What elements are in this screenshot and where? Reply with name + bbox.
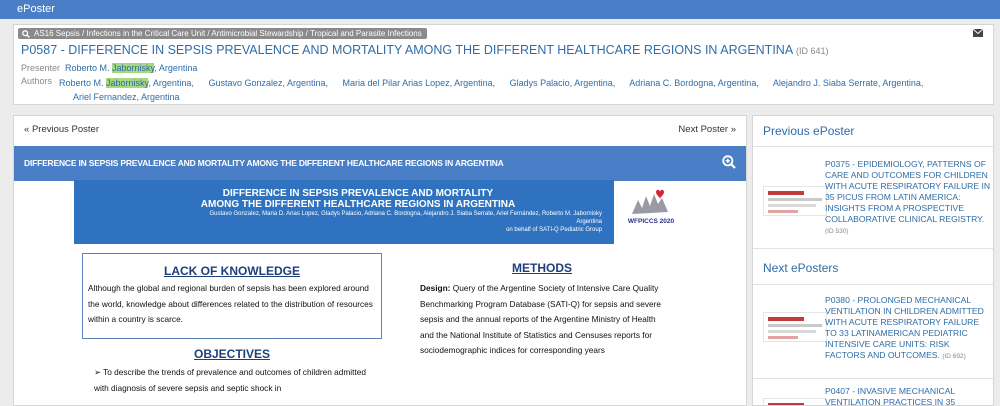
design-label: Design: xyxy=(420,283,451,293)
divider xyxy=(753,248,994,249)
divider xyxy=(753,284,994,285)
next-eposter-id: (ID 692) xyxy=(942,353,966,360)
methods-heading: METHODS xyxy=(512,261,572,275)
presenter-link[interactable] xyxy=(65,63,197,73)
author-first: Roberto M. xyxy=(59,78,107,88)
divider xyxy=(753,146,994,147)
author-link[interactable]: Adriana C. Bordogna, Argentina, xyxy=(629,78,759,88)
banner-title: DIFFERENCE IN SEPSIS PREVALENCE AND MORTALITY AMONG THE DIFFERENT HEALTHCARE REGIONS IN ARGENTINA xyxy=(24,158,504,168)
next-poster-label: Next Poster xyxy=(678,124,729,135)
next-eposter-title-text: P0407 - INVASIVE MECHANICAL VENTILATION PRACTICES IN 35 xyxy=(825,386,956,406)
authors-label: Authors xyxy=(21,76,53,86)
poster-heading-line2: AMONG THE DIFFERENT HEALTHCARE REGIONS IN ARGENTINA xyxy=(200,199,516,210)
divider xyxy=(753,378,994,379)
poster-title-text: P0587 - DIFFERENCE IN SEPSIS PREVALENCE AND MORTALITY AMONG THE DIFFERENT HEALTHCARE REGIONS IN ARGENTINA xyxy=(21,43,793,57)
poster-heading-line1: DIFFERENCE IN SEPSIS PREVALENCE AND MORTALITY xyxy=(222,188,494,199)
next-eposters-heading: Next ePosters xyxy=(763,261,839,275)
poster-authors: Gustavo Gonzalez, Maria D. Arias Lopez, Gladys Palacio, Adriana C. Bordogna, Alejandro J. Siaba Serrate, Ariel Fernández, Roberto M. Jabornisky xyxy=(209,211,602,217)
magnifier-icon xyxy=(22,30,30,38)
poster-thumbnail[interactable] xyxy=(763,312,827,342)
related-posters-sidebar xyxy=(752,115,994,406)
presenter-highlight: Jabornisky xyxy=(112,63,155,73)
author-rest: , Argentina, xyxy=(148,78,194,88)
design-text: Query of the Argentine Society of Intensive Care Quality Benchmarking Program Database (SATI-Q) for sepsis and severe sepsis and the annual reports of the Argentine Ministry of Health and the National Institute of Statistics and Censuses reports for sociodemographic indices for corresponding years xyxy=(420,283,662,355)
authors-list xyxy=(59,76,939,104)
double-chevron-left-icon: « xyxy=(24,124,30,135)
next-eposter-title-text: P0380 - PROLONGED MECHANICAL VENTILATION IN CHILDREN ADMITTED WITH ACUTE RESPIRATORY FAILURE TO 33 LATINAMERICAN PEDIATRIC INTENSIVE CARE UNITS: RISK FACTORS AND OUTCOMES. xyxy=(825,295,984,360)
app-title: ePoster xyxy=(17,3,55,15)
author-link[interactable]: Gladys Palacio, Argentina, xyxy=(509,78,616,88)
author-highlight: Jabornisky xyxy=(106,78,149,88)
envelope-icon[interactable] xyxy=(973,29,983,37)
category-label: AS16 Sepsis / Infections in the Critical Care Unit / Antimicrobial Stewardship / Tropical and Parasite Infections xyxy=(34,29,422,38)
poster-country: Argentina xyxy=(576,219,602,225)
objectives-text: ➢ To describe the trends of prevalence and outcomes of children admitted with diagnosis of severe sepsis and septic shock in xyxy=(94,367,366,393)
presenter-label: Presenter xyxy=(21,63,61,73)
previous-eposter-heading: Previous ePoster xyxy=(763,124,855,138)
objectives-heading: OBJECTIVES xyxy=(193,347,271,361)
presenter-first: Roberto M. xyxy=(65,63,113,73)
poster-title xyxy=(21,43,828,57)
poster-behalf: on behalf of SATI-Q Pediatric Group xyxy=(506,227,602,233)
author-link[interactable] xyxy=(59,78,194,88)
lack-of-knowledge-box xyxy=(82,253,382,339)
poster-header xyxy=(13,24,994,105)
category-badge[interactable] xyxy=(18,28,427,39)
poster-thumbnail[interactable] xyxy=(763,398,827,406)
author-link[interactable]: Maria del Pilar Arias Lopez, Argentina, xyxy=(342,78,496,88)
next-eposter-title[interactable] xyxy=(825,295,991,362)
previous-eposter-id: (ID 530) xyxy=(825,228,849,235)
previous-poster-label: Previous Poster xyxy=(31,124,99,135)
poster-banner xyxy=(14,146,746,181)
zoom-in-icon[interactable] xyxy=(722,155,736,169)
poster-header-band xyxy=(74,180,614,244)
methods-text xyxy=(420,281,668,359)
logo-text: WFPICCS 2020 xyxy=(627,218,675,225)
lack-heading: LACK OF KNOWLEDGE xyxy=(164,264,300,278)
next-poster-link[interactable] xyxy=(678,124,736,135)
author-link[interactable]: Ariel Fernandez, Argentina xyxy=(73,92,180,102)
lack-text: Although the global and regional burden of sepsis has been explored around the world, knowledge about differences related to the distribution of resources within a country is scarce. xyxy=(88,283,373,324)
poster-thumbnail[interactable] xyxy=(763,186,827,216)
previous-poster-link[interactable] xyxy=(24,124,99,135)
previous-eposter-title[interactable] xyxy=(825,159,991,237)
wfpiccs-logo xyxy=(626,186,676,230)
next-eposter-title[interactable] xyxy=(825,386,991,406)
poster-viewer xyxy=(13,115,747,406)
author-link[interactable]: Alejandro J. Siaba Serrate, Argentina, xyxy=(772,78,924,88)
poster-image[interactable] xyxy=(14,181,746,406)
author-link[interactable]: Gustavo Gonzalez, Argentina, xyxy=(208,78,329,88)
app-topbar xyxy=(0,0,1000,19)
previous-eposter-title-text: P0375 - EPIDEMIOLOGY, PATTERNS OF CARE AND OUTCOMES FOR CHILDREN WITH ACUTE RESPIRATORY FAILURE IN 35 PICUS FROM LATIN AMERICA: INSIGHTS FROM A PROSPECTIVE COLLABORATIVE CLINICAL REGISTRY. xyxy=(825,159,991,224)
poster-id: (ID 641) xyxy=(795,46,829,56)
double-chevron-right-icon: » xyxy=(730,124,736,135)
presenter-rest: , Argentina xyxy=(154,63,198,73)
